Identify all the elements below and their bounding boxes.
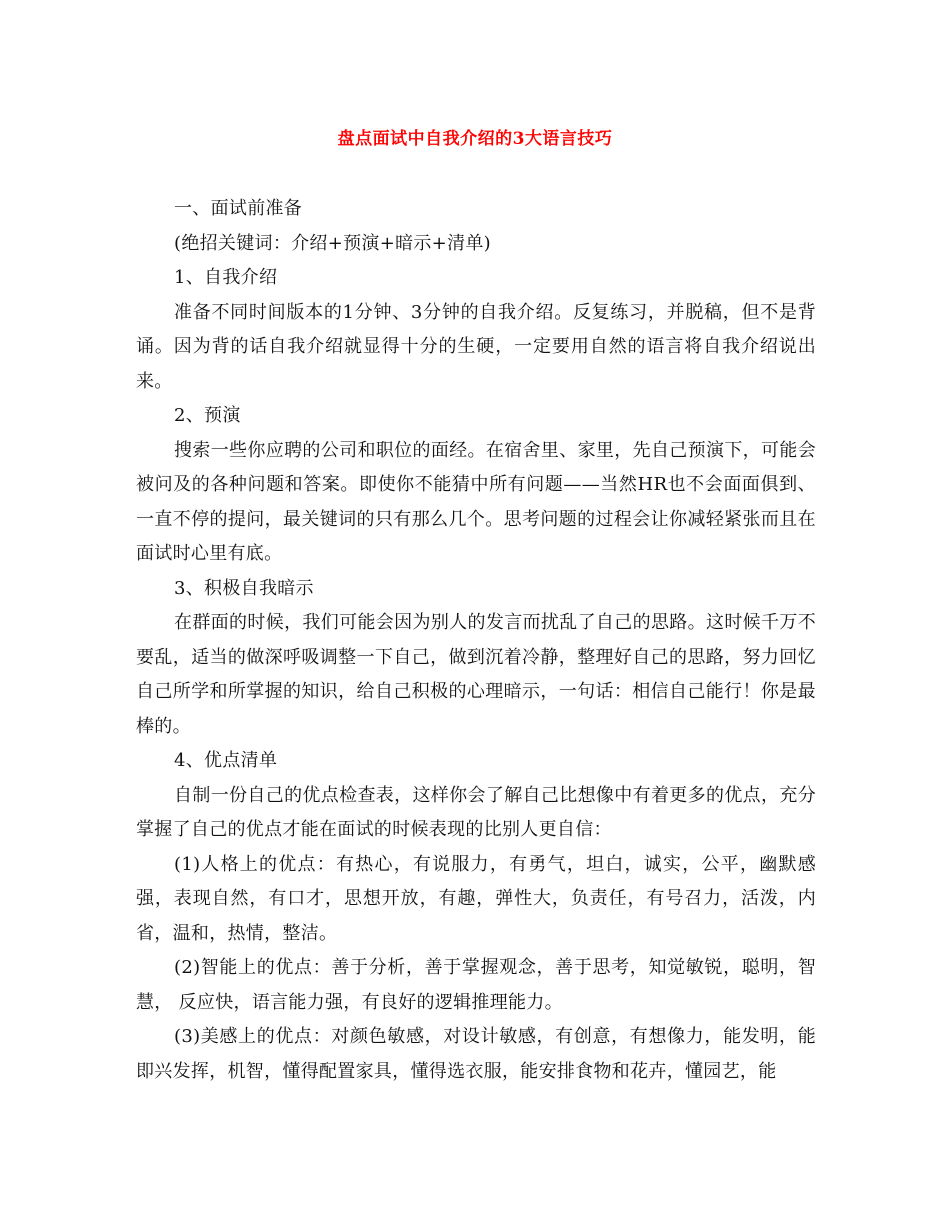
list-item-personality: (1)人格上的优点：有热心，有说服力，有勇气，坦白，诚实，公平，幽默感强，表现自然，有口才，思想开放，有趣，弹性大，负责任，有号召力，活泼，内省，温和，热情，整洁。 (136, 853, 816, 944)
list-item-aesthetic: (3)美感上的优点：对颜色敏感，对设计敏感，有创意，有想像力，能发明，能即兴发挥，机智，懂得配置家具，懂得选衣服，能安排食物和花卉，懂园艺，能 (136, 1026, 816, 1082)
document-body (136, 192, 816, 1089)
subheading-self-intro: 1、自我介绍 (174, 267, 278, 288)
paragraph-strengths-list: 自制一份自己的优点检查表，这样你会了解自己比想像中有着更多的优点，充分掌握了自己的优点才能在面试的时候表现的比别人更自信： (136, 784, 816, 840)
subheading-strengths-list: 4、优点清单 (174, 750, 278, 771)
document-title: 盘点面试中自我介绍的3大语言技巧 (337, 129, 613, 149)
section-heading-preparation: 一、面试前准备 (174, 198, 303, 219)
subheading-self-suggestion: 3、积极自我暗示 (174, 577, 314, 599)
keywords-note: (绝招关键词：介绍+预演+暗示+清单) (174, 232, 491, 254)
paragraph-self-intro: 准备不同时间版本的1分钟、3分钟的自我介绍。反复练习，并脱稿，但不是背诵。因为背的话自我介绍就显得十分的生硬，一定要用自然的语言将自我介绍说出来。 (136, 301, 816, 392)
paragraph-rehearsal: 搜索一些你应聘的公司和职位的面经。在宿舍里、家里，先自己预演下，可能会被问及的各种问题和答案。即使你不能猜中所有问题——当然HR也不会面面俱到、一直不停的提问，最关键词的只有那么几个。思考问题的过程会让你减轻紧张而且在面试时心里有底。 (136, 439, 816, 564)
paragraph-self-suggestion: 在群面的时候，我们可能会因为别人的发言而扰乱了自己的思路。这时候千万不要乱，适当的做深呼吸调整一下自己，做到沉着冷静，整理好自己的思路，努力回忆自己所学和所掌握的知识，给自己积极的心理暗示，一句话：相信自己能行！你是最棒的。 (136, 612, 816, 737)
subheading-rehearsal: 2、预演 (174, 405, 241, 426)
list-item-intellect: (2)智能上的优点：善于分析，善于掌握观念，善于思考，知觉敏锐，聪明，智慧， 反应快，语言能力强，有良好的逻辑推理能力。 (136, 957, 816, 1013)
